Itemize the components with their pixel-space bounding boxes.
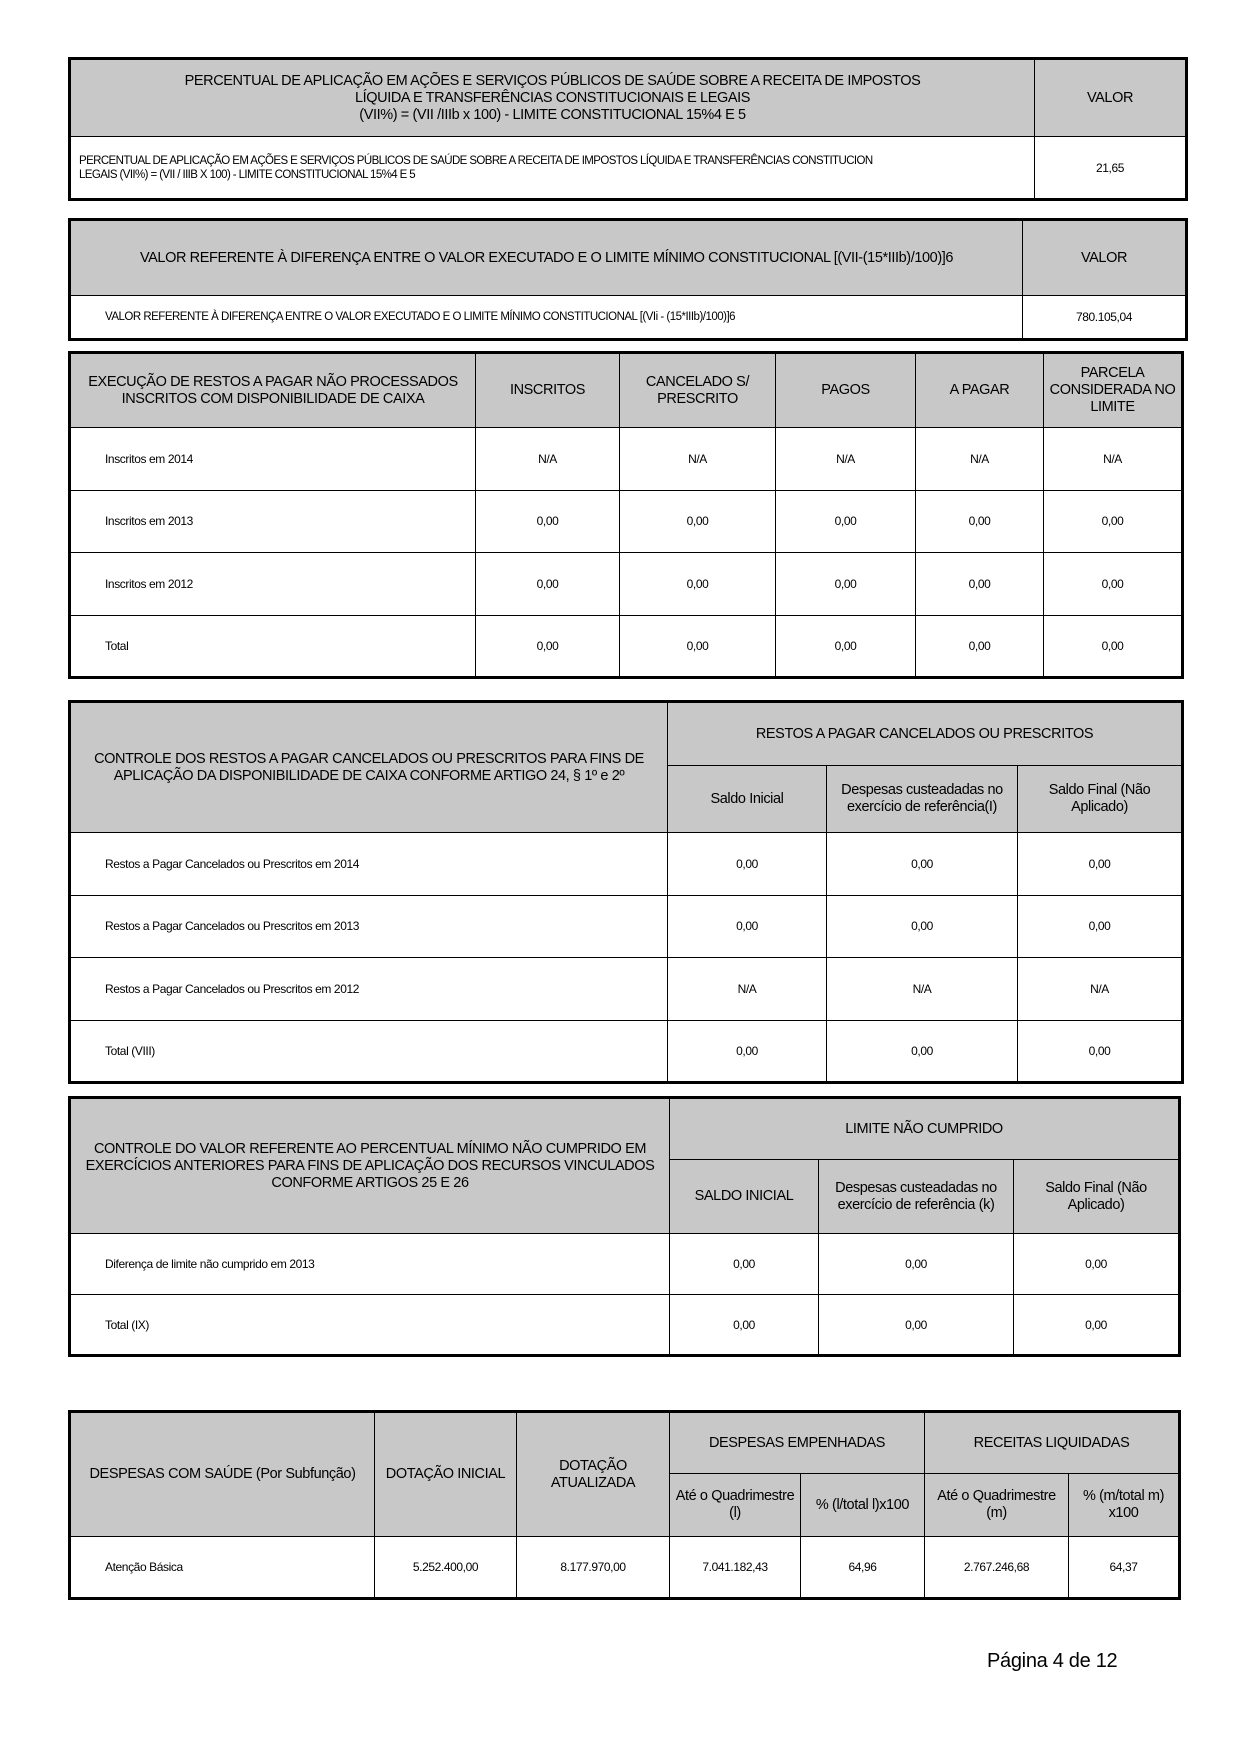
row-value: N/A bbox=[1044, 428, 1183, 491]
despesas-saude-header: DESPESAS COM SAÚDE (Por Subfunção) bbox=[70, 1412, 375, 1537]
row-value: 0,00 bbox=[670, 1234, 819, 1295]
row-value: 0,00 bbox=[1044, 490, 1183, 553]
row-value: 0,00 bbox=[476, 615, 620, 678]
restos-group-header: RESTOS A PAGAR CANCELADOS OU PRESCRITOS bbox=[668, 702, 1183, 766]
table-row bbox=[70, 833, 1183, 896]
row-value: 0,00 bbox=[1014, 1234, 1180, 1295]
row-value: 0,00 bbox=[819, 1234, 1014, 1295]
restos-cancelados-table bbox=[68, 700, 1184, 1084]
limite-nao-cumprido-table bbox=[68, 1096, 1181, 1357]
table-row bbox=[70, 1020, 1183, 1083]
row-label: Restos a Pagar Cancelados ou Prescritos em 2012 bbox=[70, 958, 668, 1021]
row-label: Diferença de limite não cumprido em 2013 bbox=[70, 1234, 670, 1295]
row-label-line: LEGAIS (VII%) = (VII / IIIB X 100) - LIMITE CONSTITUCIONAL 15%4 E 5 bbox=[79, 168, 416, 181]
row-value: 0,00 bbox=[1014, 1295, 1180, 1356]
row-label: Total (VIII) bbox=[70, 1020, 668, 1083]
row-label: Atenção Básica bbox=[70, 1537, 375, 1599]
row-value: N/A bbox=[827, 958, 1018, 1021]
row-value: 0,00 bbox=[620, 615, 776, 678]
row-value: 0,00 bbox=[620, 553, 776, 616]
restos-a-pagar-table bbox=[68, 351, 1184, 679]
row-value: 64,37 bbox=[1069, 1537, 1180, 1599]
percentual-value: 21,65 bbox=[1035, 137, 1187, 200]
row-value: 0,00 bbox=[1018, 833, 1183, 896]
row-value: 0,00 bbox=[827, 1020, 1018, 1083]
row-value: 0,00 bbox=[476, 490, 620, 553]
row-label-line: PERCENTUAL DE APLICAÇÃO EM AÇÕES E SERVIÇOS PÚBLICOS DE SAÚDE SOBRE A RECEITA DE IMPOSTOS LÍQUIDA E TRANSFERÊNCIAS CONSTITUCION bbox=[79, 154, 873, 167]
row-label: Inscritos em 2013 bbox=[70, 490, 476, 553]
diferenca-row-label: VALOR REFERENTE À DIFERENÇA ENTRE O VALOR EXECUTADO E O LIMITE MÍNIMO CONSTITUCIONAL [(VIi - (15*IIIb)/100)]6 bbox=[70, 296, 1023, 340]
table-row bbox=[70, 1234, 1180, 1295]
row-label: Inscritos em 2014 bbox=[70, 428, 476, 491]
row-value: N/A bbox=[1018, 958, 1183, 1021]
saldo-final-header: Saldo Final (Não Aplicado) bbox=[1018, 766, 1183, 833]
limite-group-header: LIMITE NÃO CUMPRIDO bbox=[670, 1098, 1180, 1160]
header-line: PERCENTUAL DE APLICAÇÃO EM AÇÕES E SERVIÇOS PÚBLICOS DE SAÚDE SOBRE A RECEITA DE IMPOSTOS bbox=[184, 72, 921, 89]
table-row bbox=[70, 553, 1183, 616]
pagos-header: PAGOS bbox=[776, 353, 916, 428]
table-row bbox=[70, 1537, 1180, 1599]
row-value: 0,00 bbox=[776, 615, 916, 678]
despesas-custeadas-header: Despesas custeadadas no exercício de referência(I) bbox=[827, 766, 1018, 833]
row-value: 0,00 bbox=[916, 553, 1044, 616]
row-value: N/A bbox=[916, 428, 1044, 491]
header-line: LÍQUIDA E TRANSFERÊNCIAS CONSTITUCIONAIS E LEGAIS bbox=[354, 89, 751, 106]
controle-restos-header: CONTROLE DOS RESTOS A PAGAR CANCELADOS OU PRESCRITOS PARA FINS DE APLICAÇÃO DA DISPONIBILIDADE DE CAIXA CONFORME ARTIGO 24, § 1º e 2º bbox=[70, 702, 668, 833]
row-label: Inscritos em 2012 bbox=[70, 553, 476, 616]
percentual-aplicacao-table bbox=[68, 57, 1188, 201]
a-pagar-header: A PAGAR bbox=[916, 353, 1044, 428]
row-value: N/A bbox=[668, 958, 827, 1021]
percent-l-header: % (l/total l)x100 bbox=[801, 1474, 925, 1537]
row-value: 0,00 bbox=[1044, 615, 1183, 678]
controle-limite-header: CONTROLE DO VALOR REFERENTE AO PERCENTUAL MÍNIMO NÃO CUMPRIDO EM EXERCÍCIOS ANTERIORES PARA FINS DE APLICAÇÃO DOS RECURSOS VINCULADOS CONFORME ARTIGOS 25 E 26 bbox=[70, 1098, 670, 1234]
table-row bbox=[70, 1295, 1180, 1356]
table-row bbox=[70, 490, 1183, 553]
saldo-inicial-header: SALDO INICIAL bbox=[670, 1160, 819, 1234]
row-value: 0,00 bbox=[827, 833, 1018, 896]
ate-quadrimestre-l-header: Até o Quadrimestre (l) bbox=[670, 1474, 801, 1537]
row-value: 0,00 bbox=[476, 553, 620, 616]
row-value: N/A bbox=[476, 428, 620, 491]
saldo-inicial-header: Saldo Inicial bbox=[668, 766, 827, 833]
diferenca-value: 780.105,04 bbox=[1023, 296, 1187, 340]
row-value: 0,00 bbox=[776, 490, 916, 553]
row-value: 0,00 bbox=[620, 490, 776, 553]
header-line: (VII%) = (VII /IIIb x 100) - LIMITE CONSTITUCIONAL 15%4 E 5 bbox=[359, 106, 746, 123]
table-row bbox=[70, 428, 1183, 491]
row-value: 8.177.970,00 bbox=[517, 1537, 670, 1599]
row-label: Restos a Pagar Cancelados ou Prescritos em 2014 bbox=[70, 833, 668, 896]
row-value: 0,00 bbox=[827, 895, 1018, 958]
row-value: 0,00 bbox=[819, 1295, 1014, 1356]
row-label: Total (IX) bbox=[70, 1295, 670, 1356]
row-label: Restos a Pagar Cancelados ou Prescritos em 2013 bbox=[70, 895, 668, 958]
row-value: 0,00 bbox=[916, 615, 1044, 678]
row-value: 5.252.400,00 bbox=[375, 1537, 517, 1599]
row-value: 0,00 bbox=[1018, 895, 1183, 958]
row-value: N/A bbox=[776, 428, 916, 491]
parcela-header: PARCELA CONSIDERADA NO LIMITE bbox=[1044, 353, 1183, 428]
despesas-custeadas-header: Despesas custeadadas no exercício de referência (k) bbox=[819, 1160, 1014, 1234]
row-value: 0,00 bbox=[670, 1295, 819, 1356]
diferenca-limite-table bbox=[68, 218, 1188, 341]
row-value: N/A bbox=[620, 428, 776, 491]
despesas-empenhadas-header: DESPESAS EMPENHADAS bbox=[670, 1412, 925, 1474]
row-value: 0,00 bbox=[1044, 553, 1183, 616]
row-value: 0,00 bbox=[668, 895, 827, 958]
row-value: 0,00 bbox=[916, 490, 1044, 553]
table-row bbox=[70, 615, 1183, 678]
valor-header: VALOR bbox=[1023, 220, 1187, 296]
row-label: Total bbox=[70, 615, 476, 678]
row-value: 0,00 bbox=[776, 553, 916, 616]
table-row bbox=[70, 958, 1183, 1021]
page-number: Página 4 de 12 bbox=[987, 1650, 1118, 1672]
execucao-header: EXECUÇÃO DE RESTOS A PAGAR NÃO PROCESSADOS INSCRITOS COM DISPONIBILIDADE DE CAIXA bbox=[70, 353, 476, 428]
percentual-header bbox=[70, 59, 1035, 137]
valor-header: VALOR bbox=[1035, 59, 1187, 137]
diferenca-header: VALOR REFERENTE À DIFERENÇA ENTRE O VALOR EXECUTADO E O LIMITE MÍNIMO CONSTITUCIONAL [(VII-(15*IIIb)/100)]6 bbox=[70, 220, 1023, 296]
saldo-final-header: Saldo Final (Não Aplicado) bbox=[1014, 1160, 1180, 1234]
dotacao-atualizada-header: DOTAÇÃO ATUALIZADA bbox=[517, 1412, 670, 1537]
percent-m-header: % (m/total m) x100 bbox=[1069, 1474, 1180, 1537]
row-value: 0,00 bbox=[668, 1020, 827, 1083]
receitas-liquidadas-header: RECEITAS LIQUIDADAS bbox=[925, 1412, 1180, 1474]
dotacao-inicial-header: DOTAÇÃO INICIAL bbox=[375, 1412, 517, 1537]
row-value: 64,96 bbox=[801, 1537, 925, 1599]
table-row bbox=[70, 895, 1183, 958]
row-value: 0,00 bbox=[1018, 1020, 1183, 1083]
row-value: 2.767.246,68 bbox=[925, 1537, 1069, 1599]
cancelado-header: CANCELADO S/ PRESCRITO bbox=[620, 353, 776, 428]
despesas-saude-table bbox=[68, 1410, 1181, 1600]
inscritos-header: INSCRITOS bbox=[476, 353, 620, 428]
row-value: 7.041.182,43 bbox=[670, 1537, 801, 1599]
ate-quadrimestre-m-header: Até o Quadrimestre (m) bbox=[925, 1474, 1069, 1537]
percentual-row-label bbox=[70, 137, 1035, 200]
row-value: 0,00 bbox=[668, 833, 827, 896]
